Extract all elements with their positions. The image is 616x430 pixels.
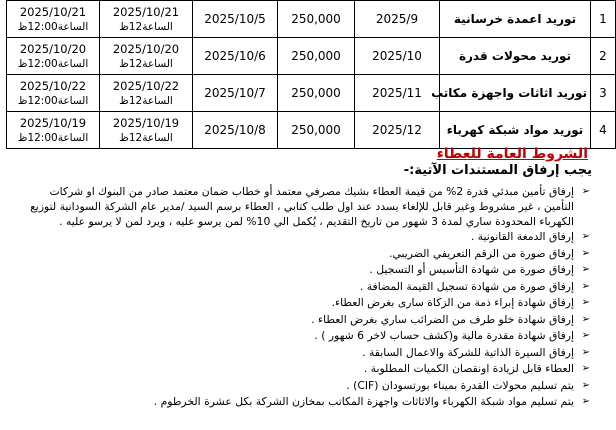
deadline-time: الساعة12ظ	[119, 20, 173, 33]
deadline-cell	[100, 1, 193, 38]
list-item-text: إرفاق صورة من شهادة تسجيل القيمة المضافة .	[359, 279, 574, 293]
closing-date: 2025/10/21	[19, 4, 87, 19]
closing-cell	[7, 1, 100, 38]
deadline-cell	[100, 112, 193, 149]
tender-month: 2025/11	[355, 75, 440, 112]
row-number: 3	[591, 75, 616, 112]
list-item-text: إرفاق الدمغة القانونية .	[470, 230, 574, 243]
tender-name: توريد اعمدة خرسانية	[440, 1, 591, 38]
list-item	[16, 312, 590, 329]
table-row	[7, 112, 616, 149]
closing-time: الساعة12:00ظ	[17, 131, 89, 144]
arrow-head-icon: ➢	[581, 297, 590, 308]
list-item	[16, 262, 590, 279]
tender-month: 2025/10	[355, 38, 440, 75]
arrow-head-icon: ➢	[581, 231, 590, 242]
deadline-date: 2025/10/21	[112, 4, 180, 19]
list-item	[16, 184, 590, 229]
tender-amount: 250,000	[278, 38, 355, 75]
tender-name: توريد مواد شبكة كهرباء	[440, 112, 591, 149]
list-item-text: إرفاق السيرة الذاتية للشركة والاعمال السابقة .	[362, 345, 574, 359]
row-number: 4	[591, 112, 616, 149]
list-item-text: إرفاق صورة من الرقم التعريفي الضريبي.	[389, 246, 574, 260]
arrow-head-icon: ➢	[581, 264, 590, 275]
list-item-text: يتم تسليم مواد شبكة الكهرباء والاثاثات واجهزة المكاتب بمخازن الشركة بكل عشرة الخرطوم .	[153, 395, 574, 408]
deadline-date: 2025/10/20	[112, 41, 180, 56]
table-row	[7, 75, 616, 112]
tenders-table	[6, 0, 616, 149]
list-item	[16, 295, 590, 312]
tender-amount: 250,000	[278, 1, 355, 38]
closing-time: الساعة12:00ظ	[17, 57, 89, 70]
row-number: 2	[591, 38, 616, 75]
closing-time: الساعة12:00ظ	[17, 20, 89, 33]
tender-month: 2025/9	[355, 1, 440, 38]
deadline-time: الساعة12ظ	[119, 131, 173, 144]
closing-cell	[7, 38, 100, 75]
closing-time: الساعة12:00ظ	[17, 94, 89, 107]
list-item	[16, 361, 590, 378]
deadline-cell	[100, 38, 193, 75]
open-date: 2025/10/6	[193, 38, 278, 75]
tender-name: توريد اثاثات واجهزة مكاتب	[440, 75, 591, 112]
list-item-text: يتم تسليم محولات القدرة بميناء بورتسودان (CIF) .	[346, 378, 574, 392]
conditions-title: الشروط العامة للعطاء	[436, 146, 588, 162]
arrow-head-icon: ➢	[581, 247, 590, 259]
list-item	[16, 246, 590, 263]
closing-date: 2025/10/20	[19, 41, 87, 56]
deadline-cell	[100, 75, 193, 112]
list-item-text: إرفاق شهادة خلو طرف من الضرائب ساري بغرض العطاء .	[311, 312, 574, 326]
list-item	[16, 328, 590, 345]
table-row	[7, 1, 616, 38]
arrow-head-icon: ➢	[581, 313, 590, 325]
row-number: 1	[591, 1, 616, 38]
tender-month: 2025/12	[355, 112, 440, 149]
list-item-text: العطاء قابل لزيادة اونقصان الكميات المطلوبة .	[363, 362, 574, 375]
list-item-text: إرفاق شهادة إبراء ذمة من الزكاة سارى بغرض العطاء.	[331, 296, 574, 309]
deadline-date: 2025/10/19	[112, 115, 180, 130]
open-date: 2025/10/5	[193, 1, 278, 38]
list-item	[16, 345, 590, 362]
closing-date: 2025/10/22	[19, 78, 87, 93]
list-item	[16, 394, 590, 411]
list-item-text: إرفاق شهادة مقدرة مالية و(كشف حساب لاخر 6 شهور ) .	[314, 329, 574, 342]
arrow-head-icon: ➢	[581, 346, 590, 358]
arrow-head-icon: ➢	[581, 363, 590, 374]
deadline-time: الساعة12ظ	[119, 57, 173, 70]
arrow-head-icon: ➢	[581, 396, 590, 407]
list-item-text: إرفاق تأمين مبدئي قدرة 2% من قيمة العطاء بشيك مصرفي معتمد أو خطاب ضمان معتمد صادر من البنوك او شركات التأمين ، غير مشروط وغير قابل للإلغاء يسدد عند اول طلب كتابي ، العطاء برسم السيد /مدير عام الشركة السودانية لتوزيع الكهرباء المحدودة ساري لمدة 3 شهور من تاريخ التقديم ، يُكمل الي 10% لمن يرسو عليه ، ويرد لمن لا يرسو عليه .	[30, 185, 574, 228]
required-docs-title: يجب إرفاق المستندات الآتية:-	[403, 163, 592, 178]
table-row	[7, 38, 616, 75]
arrow-head-icon: ➢	[581, 379, 590, 391]
deadline-time: الساعة12ظ	[119, 94, 173, 107]
conditions-list	[16, 184, 590, 411]
closing-date: 2025/10/19	[19, 115, 87, 130]
tender-name: توريد محولات قدرة	[440, 38, 591, 75]
closing-cell	[7, 112, 100, 149]
open-date: 2025/10/8	[193, 112, 278, 149]
list-item	[16, 378, 590, 395]
list-item	[16, 279, 590, 296]
tender-amount: 250,000	[278, 112, 355, 149]
arrow-head-icon: ➢	[581, 280, 590, 292]
open-date: 2025/10/7	[193, 75, 278, 112]
list-item-text: إرفاق صورة من شهادة التأسيس أو التسجيل .	[369, 263, 574, 276]
tender-amount: 250,000	[278, 75, 355, 112]
closing-cell	[7, 75, 100, 112]
arrow-head-icon: ➢	[581, 330, 590, 341]
list-item	[16, 229, 590, 246]
arrow-head-icon: ➢	[581, 186, 590, 197]
deadline-date: 2025/10/22	[112, 78, 180, 93]
